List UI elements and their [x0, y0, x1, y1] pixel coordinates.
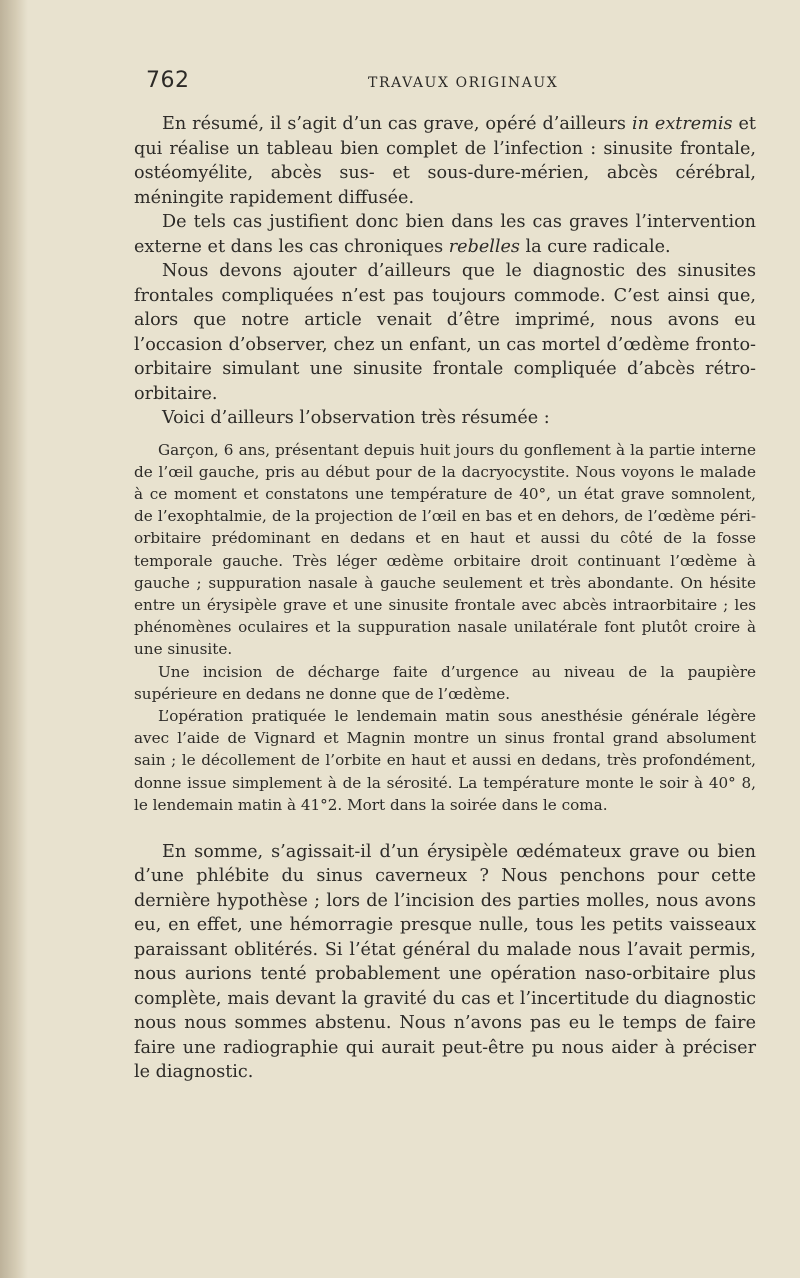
paragraph-p3 [134, 259, 756, 406]
page-number: 762 [146, 68, 190, 93]
page-binding-shadow [0, 0, 28, 1278]
paragraph-p7 [134, 705, 756, 816]
text-run: et qui réalise un tableau bien complet de l’infection : sinusite frontale, ostéomyélite, abcès sus- et sous-dure-mérien, abcès cérébral, méningite rapidement diffusée. [134, 114, 756, 208]
text-run: Nous devons ajouter d’ailleurs que le diagnostic des sinusites frontales compliquées n’est pas toujours commode. C’est ainsi que, alors que notre article venait d’être imprimé, nous avons eu l’occasion d’observer, chez un enfant, un cas mortel d’œdème fronto-orbitaire simulant une sinusite frontale compliquée d’abcès rétro-orbitaire. [134, 261, 756, 404]
text-run: Une incision de décharge faite d’urgence au niveau de la paupière supérieure en dedans ne donne que de l’œdème. [134, 662, 756, 703]
text-run: En somme, s’agissait-il d’un érysipèle œdémateux grave ou bien d’une phlébite du sinus caverneux ? Nous penchons pour cette dernière hypothèse ; lors de l’incision des parties molles, nous avons eu, en effet, une hémorragie presque nulle, tous les petits vaisseaux paraissant oblitérés. Si l’état général du malade nous l’avait permis, nous aurions tenté probablement une opération naso-orbitaire plus complète, mais devant la gravité du cas et l’incertitude du diagnostic nous nous sommes abstenu. Nous n’avons pas eu le temps de faire faire une radiographie qui aurait peut-être pu nous aider à préciser le diagnostic. [134, 841, 756, 1083]
text-run: En résumé, il s’agit d’un cas grave, opéré d’ailleurs [162, 114, 632, 134]
paragraph-p6 [134, 661, 756, 705]
paragraph-p5 [134, 439, 756, 661]
running-title: TRAVAUX ORIGINAUX [368, 75, 559, 91]
text-run: Garçon, 6 ans, présentant depuis huit jours du gonflement à la partie interne de l’œil gauche, pris au début pour de la dacryocystite. Nous voyons le malade à ce moment et constatons une température de 40°, un état grave somnolent, de l’exophtalmie, de la projection de l’œil en bas et en dehors, de l’œdème péri-orbitaire prédominant en dedans et en haut et aussi du côté de la fosse temporale gauche. Très léger œdème orbitaire droit continuant l’œdème à gauche ; suppuration nasale à gauche seulement et très abondante. On hésite entre un érysipèle grave et une sinusite frontale avec abcès intraorbitaire ; les phénomènes oculaires et la suppuration nasale unilatérale font plutôt croire à une sinusite. [134, 440, 756, 659]
paragraph-p4 [134, 406, 756, 431]
page-body [134, 112, 756, 1085]
text-run: la cure radicale. [519, 236, 671, 257]
text-run: De tels cas justifient donc bien dans les cas graves l’intervention externe et dans les cas chroniques [134, 212, 756, 257]
text-run: L’opération pratiquée le lendemain matin sous anesthésie générale légère avec l’aide de Vignard et Magnin montre un sinus frontal grand absolument sain ; le décollement de l’orbite en haut et aussi en dedans, très profondément, donne issue simplement à de la sérosité. La température monte le soir à 40° 8, le lendemain matin à 41°2. Mort dans la soirée dans le coma. [134, 706, 756, 814]
text-run: Voici d’ailleurs l’observation très résumée : [162, 408, 550, 428]
italic-text: in extremis [631, 114, 733, 134]
page-header [146, 68, 776, 98]
paragraph-p1 [134, 112, 756, 210]
italic-text: rebelles [448, 236, 520, 257]
paragraph-p8 [134, 840, 756, 1085]
paragraph-p2 [134, 210, 756, 259]
